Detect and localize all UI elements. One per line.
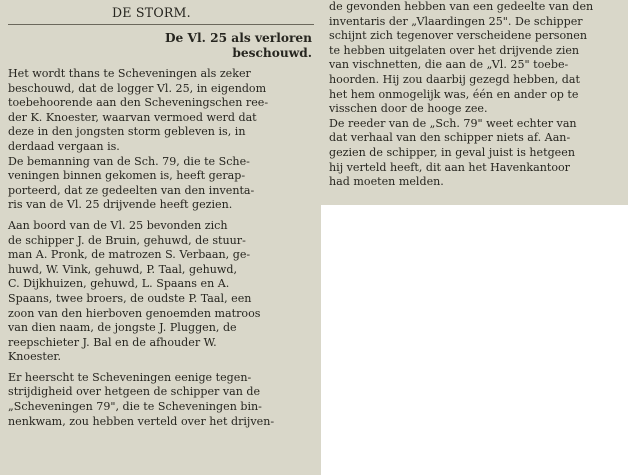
- paragraph-crew-list: Aan boord van de Vl. 25 bevonden zich de schipper J. de Bruin, gehuwd, de stuur- man A. Pronk, de matrozen S. Verbaan, ge- huwd, W. Vink, gehuwd, P. Taal, gehuwd, C. Dijkhuizen, gehuwd, L. Spaans en A. Spaans, twee broers, de oudste P. Taal, een zoon van den hierboven genoemden matroos van dien naam, de jongste J. Pluggen, de reepschieter J. Bal en de afhouder W. Knoester.: [8, 218, 261, 364]
- right-column-content: [329, 0, 623, 190]
- article-subheading: De Vl. 25 als verloren beschouwd.: [164, 31, 312, 60]
- paragraph-crew-report: De bemanning van de Sch. 79, die te Sche- veningen binnen gekomen is, heeft gerap- porteerd, dat ze gedeelten van den inventa- ris van de Vl. 25 drijvende heeft gezien.: [8, 154, 255, 212]
- blank-area: [321, 205, 628, 475]
- paragraph-intro: Het wordt thans te Scheveningen als zeker beschouwd, dat de logger Vl. 25, in eigendom toebehoorende aan den Scheveningschen ree- der K. Knoester, waarvan vermoed werd dat deze in den jongsten storm gebleven is, in derdaad vergaan is.: [8, 67, 269, 153]
- left-column-content: [8, 4, 314, 429]
- article-column-right: [321, 0, 628, 205]
- paragraph-reeder: De reeder van de „Sch. 79" weet echter van dat verhaal van den schipper niets af. Aan- gezien de schipper, in geval juist is hetgeen hij verteld heeft, dit aan het Havenkantoor had moeten melden.: [329, 116, 577, 189]
- heading-rule: [8, 24, 314, 25]
- paragraph-contradiction: Er heerscht te Scheveningen eenige tegen- strijdigheid over hetgeen de schipper van de „Scheveningen 79", die te Scheveningen bin- nenkwam, zou hebben verteld over het drijven-: [8, 370, 275, 428]
- paragraph-continuation: de gevonden hebben van een gedeelte van den inventaris der „Vlaardingen 25". De schipper schijnt zich tegenover verscheidene personen te hebben uitgelaten over het drijvende zien van vischnetten, die aan de „Vl. 25" toebe- hoorden. Hij zou daarbij gezegd hebben, dat het hem onmogelijk was, één en ander op te visschen door de hooge zee.: [329, 0, 594, 116]
- section-heading: DE STORM.: [112, 5, 191, 20]
